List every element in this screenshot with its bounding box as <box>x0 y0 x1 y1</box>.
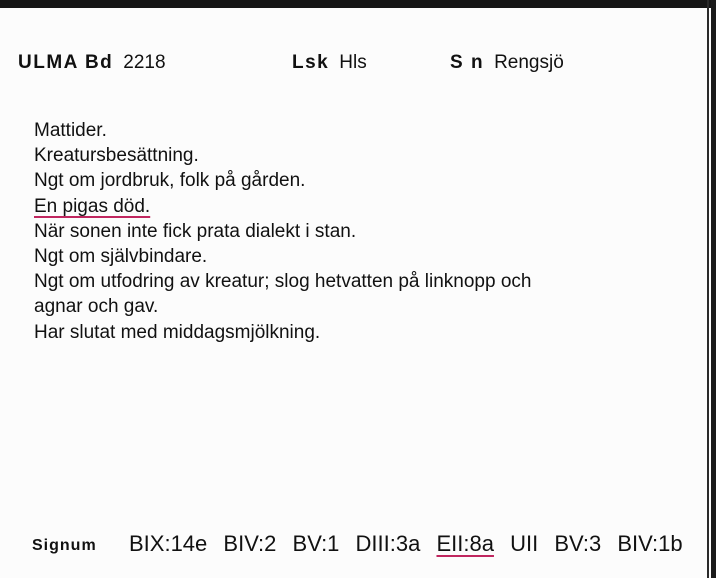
sn-label: S n <box>450 52 485 73</box>
content-line: Kreatursbesättning. <box>34 145 199 167</box>
signum-code: DIII:3a <box>355 531 421 556</box>
content-line: agnar och gav. <box>34 296 159 318</box>
content-line: Ngt om utfodring av kreatur; slog hetvatten på linknopp och <box>34 271 532 293</box>
content-line: Ngt om jordbruk, folk på gården. <box>34 170 306 192</box>
content-line: När sonen inte fick prata dialekt i stan. <box>34 220 357 242</box>
lsk-field <box>292 52 367 74</box>
signum-code: BIX:14e <box>129 531 208 556</box>
signum-code-underlined: EII:8a <box>436 531 494 556</box>
signum-code: BIV:2 <box>223 531 277 556</box>
signum-code: BV:1 <box>292 531 340 556</box>
ulma-bd-label: ULMA Bd <box>18 52 114 73</box>
sn-field <box>450 52 564 74</box>
ulma-bd-value: 2218 <box>123 52 166 73</box>
signum-codes <box>129 530 716 558</box>
right-border-inner <box>707 0 709 578</box>
lsk-label: Lsk <box>292 52 330 73</box>
signum-code: BV:3 <box>554 531 602 556</box>
ulma-bd-field <box>18 52 166 74</box>
content-line-underlined <box>34 194 674 219</box>
content-line: Har slutat med middagsmjölkning. <box>34 321 321 343</box>
signum-code: UII <box>510 531 539 556</box>
underlined-text: En pigas död. <box>34 195 151 217</box>
content-line: Mattider. <box>34 120 107 141</box>
signum-label: Signum <box>32 537 97 554</box>
top-border <box>0 0 716 8</box>
signum-code: BIV:1b <box>617 531 683 556</box>
lsk-value: Hls <box>339 52 367 73</box>
right-border <box>711 0 716 578</box>
sn-value: Rengsjö <box>494 52 564 73</box>
content-line: Ngt om självbindare. <box>34 246 208 268</box>
content-lines <box>34 118 674 345</box>
